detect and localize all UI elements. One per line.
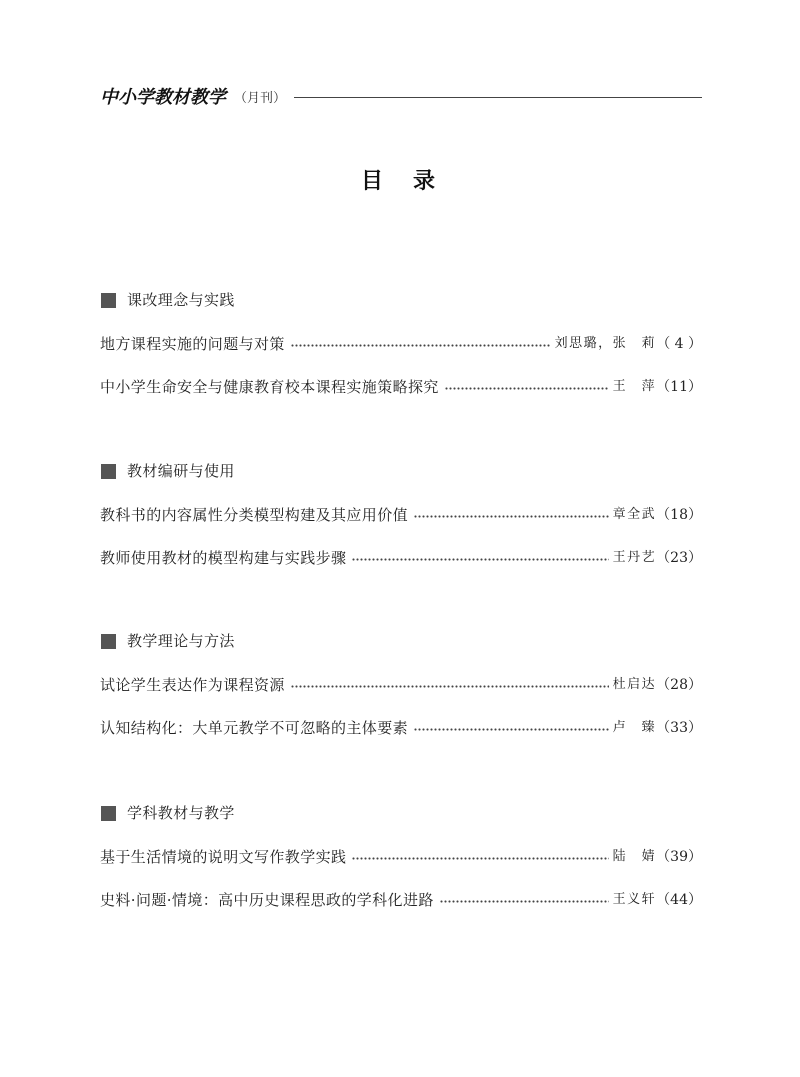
entry-title: 教师使用教材的模型构建与实践步骤 (100, 549, 347, 567)
section-heading (100, 461, 702, 481)
toc-section (100, 461, 702, 568)
toc-entry (100, 890, 702, 910)
section-heading (100, 631, 702, 651)
entry-title: 教科书的内容属性分类模型构建及其应用价值 (100, 506, 409, 524)
page-title: 目 录 (360, 168, 439, 194)
toc-section (100, 803, 702, 910)
journal-header (100, 84, 702, 108)
section-heading (100, 290, 702, 310)
section-marker-icon (101, 293, 116, 308)
entry-title: 中小学生命安全与健康教育校本课程实施策略探究 (100, 378, 439, 396)
dot-leader (414, 515, 609, 518)
entry-title: 地方课程实施的问题与对策 (100, 335, 285, 353)
frequency-label: （月刊） (234, 90, 287, 106)
toc-entry (100, 675, 702, 695)
section-title: 学科教材与教学 (127, 804, 235, 822)
entry-title: 认知结构化：大单元教学不可忽略的主体要素 (100, 719, 409, 737)
toc-entry (100, 377, 702, 397)
entry-author: 陆 婧 (612, 849, 657, 864)
dot-leader (291, 344, 551, 347)
header-rule (294, 97, 702, 98)
entry-page: （44） (656, 892, 702, 908)
toc-section (100, 290, 702, 397)
section-heading (100, 803, 702, 823)
section-marker-icon (101, 806, 116, 821)
entry-author: 王义轩 (612, 892, 657, 907)
entry-author: 杜启达 (612, 677, 657, 692)
entry-page: （11） (656, 379, 702, 395)
dot-leader (352, 558, 608, 561)
dot-leader (414, 728, 609, 731)
entry-page: （39） (656, 849, 702, 865)
entry-author: 刘思璐，张 莉 (554, 336, 657, 351)
toc-section (100, 631, 702, 738)
entry-title: 史料·问题·情境：高中历史课程思政的学科化进路 (100, 891, 434, 909)
entry-author: 王 萍 (612, 379, 657, 394)
entry-title: 试论学生表达作为课程资源 (100, 676, 285, 694)
entry-page: （ 4 ） (656, 336, 702, 352)
entry-page: （28） (656, 677, 702, 693)
dot-leader (291, 685, 609, 688)
entry-page: （23） (656, 550, 702, 566)
section-marker-icon (101, 464, 116, 479)
toc-entry (100, 847, 702, 867)
section-title: 教学理论与方法 (127, 632, 235, 650)
toc-entry (100, 548, 702, 568)
dot-leader (445, 387, 609, 390)
section-marker-icon (101, 634, 116, 649)
section-title: 教材编研与使用 (127, 462, 235, 480)
toc-entry (100, 718, 702, 738)
entry-title: 基于生活情境的说明文写作教学实践 (100, 848, 347, 866)
entry-author: 章全武 (612, 507, 657, 522)
toc-entry (100, 505, 702, 525)
journal-title: 中小学教材教学 (100, 87, 226, 108)
dot-leader (352, 857, 608, 860)
section-title: 课改理念与实践 (127, 291, 235, 309)
dot-leader (440, 900, 609, 903)
toc-entry (100, 334, 702, 354)
entry-author: 卢 臻 (612, 720, 657, 735)
entry-page: （33） (656, 720, 702, 736)
entry-page: （18） (656, 507, 702, 523)
entry-author: 王丹艺 (612, 550, 657, 565)
